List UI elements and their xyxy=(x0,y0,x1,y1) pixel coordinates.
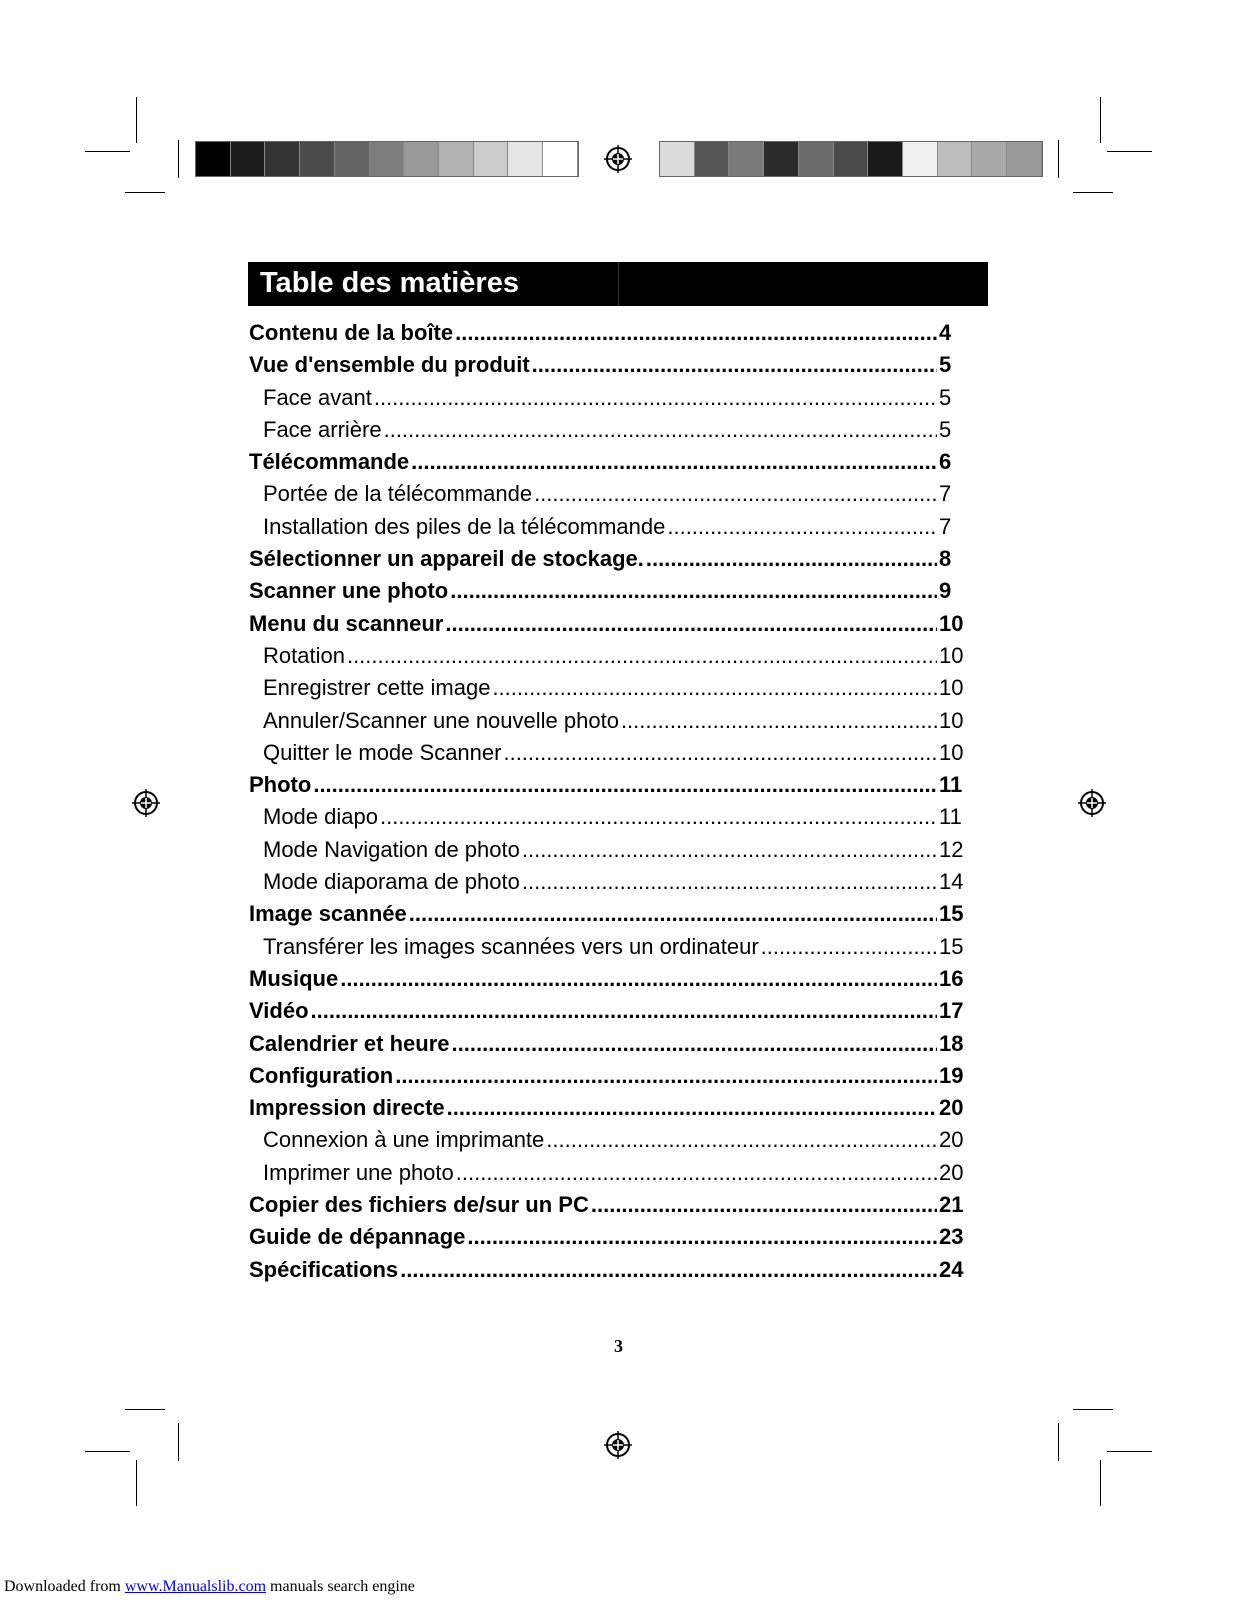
color-swatch xyxy=(265,142,300,176)
toc-entry-page: 5 xyxy=(939,384,952,410)
dot-leader xyxy=(761,931,937,963)
toc-entry[interactable] xyxy=(249,1092,967,1124)
toc-entry-page: 5 xyxy=(939,352,952,378)
toc-entry-label: Quitter le mode Scanner xyxy=(263,739,502,765)
dot-leader xyxy=(409,898,937,930)
toc-entry-label: Scanner une photo xyxy=(249,578,449,604)
color-swatch xyxy=(370,142,405,176)
toc-entry-page: 15 xyxy=(939,901,964,927)
color-swatch xyxy=(729,142,764,176)
dot-leader xyxy=(455,317,937,349)
toc-entry-label: Guide de dépannage xyxy=(249,1224,466,1250)
crop-mark xyxy=(1073,192,1113,193)
toc-entry-page: 11 xyxy=(939,772,963,798)
dot-leader xyxy=(534,478,937,510)
toc-entry[interactable] xyxy=(249,575,967,607)
toc-entry-page: 20 xyxy=(939,1095,964,1121)
toc-entry-page: 6 xyxy=(939,449,952,475)
dot-leader xyxy=(532,349,937,381)
color-swatch xyxy=(834,142,869,176)
color-swatch xyxy=(300,142,335,176)
color-swatch xyxy=(972,142,1007,176)
crop-mark xyxy=(1058,140,1059,178)
toc-entry-label: Vidéo xyxy=(249,998,309,1024)
color-swatch xyxy=(196,142,231,176)
dot-leader xyxy=(374,382,937,414)
toc-entry[interactable] xyxy=(249,1189,967,1221)
color-swatch xyxy=(474,142,509,176)
footer-suffix: manuals search engine xyxy=(266,1578,415,1595)
toc-entry-page: 10 xyxy=(939,642,964,668)
toc-entry-label: Image scannée xyxy=(249,901,407,927)
toc-entry-label: Sélectionner un appareil de stockage. xyxy=(249,546,644,572)
dot-leader xyxy=(311,995,937,1027)
dot-leader xyxy=(467,1221,937,1253)
crop-mark xyxy=(125,1409,165,1410)
page-title: Table des matières xyxy=(260,267,519,299)
toc-entry-page: 7 xyxy=(939,513,952,539)
toc-entry-label: Photo xyxy=(249,772,312,798)
crop-mark xyxy=(1058,1423,1059,1461)
toc-entry-label: Imprimer une photo xyxy=(263,1159,454,1185)
color-swatch xyxy=(868,142,903,176)
toc-header xyxy=(248,262,988,306)
toc-entry-page: 23 xyxy=(939,1224,964,1250)
toc-entry-label: Musique xyxy=(249,965,339,991)
toc-entry-page: 18 xyxy=(939,1030,964,1056)
toc-entry-page: 10 xyxy=(939,707,964,733)
toc-entry[interactable] xyxy=(249,705,967,737)
color-swatch xyxy=(543,142,578,176)
toc-entry[interactable] xyxy=(249,478,967,510)
crop-mark xyxy=(178,1423,179,1461)
header-divider xyxy=(618,262,619,306)
toc-entry[interactable] xyxy=(249,640,967,672)
toc-entry-page: 4 xyxy=(939,320,952,345)
dot-leader xyxy=(450,575,937,607)
toc-entry[interactable] xyxy=(249,446,967,478)
crop-mark xyxy=(1100,97,1101,143)
toc-entry-page: 16 xyxy=(939,965,964,991)
toc-entry-label: Configuration xyxy=(249,1062,394,1088)
crop-mark xyxy=(1100,1460,1101,1506)
toc-entry-page: 10 xyxy=(939,610,964,636)
toc-entry-label: Portée de la télécommande xyxy=(263,481,533,507)
toc-entry[interactable] xyxy=(249,931,967,963)
toc-entry[interactable] xyxy=(249,672,967,704)
toc-entry-label: Mode diapo xyxy=(263,804,378,830)
toc-entry[interactable] xyxy=(249,866,967,898)
toc-entry-page: 11 xyxy=(939,804,962,830)
crop-mark xyxy=(1073,1409,1113,1410)
toc-entry-page: 8 xyxy=(939,546,952,572)
page-number: 3 xyxy=(614,1336,623,1356)
crop-mark xyxy=(125,192,165,193)
toc-entry[interactable] xyxy=(249,834,967,866)
toc-entry-page: 10 xyxy=(939,675,964,701)
toc-entry-page: 21 xyxy=(939,1192,964,1218)
color-bar-left xyxy=(195,141,579,177)
footer xyxy=(4,1578,415,1596)
footer-prefix: Downloaded from xyxy=(4,1578,125,1595)
toc-entry-page: 20 xyxy=(939,1159,964,1185)
toc-entry[interactable] xyxy=(249,801,967,833)
color-swatch xyxy=(439,142,474,176)
dot-leader xyxy=(456,1157,937,1189)
toc-entry[interactable] xyxy=(249,1060,967,1092)
toc-entry-page: 24 xyxy=(939,1256,964,1282)
toc-entry[interactable] xyxy=(249,898,967,930)
color-swatch xyxy=(903,142,938,176)
crop-mark xyxy=(85,1451,130,1452)
dot-leader xyxy=(667,511,937,543)
toc-entry[interactable] xyxy=(249,1028,967,1060)
toc-entry[interactable] xyxy=(249,543,967,575)
crop-mark xyxy=(85,151,130,152)
toc-entry-label: Contenu de la boîte xyxy=(249,320,454,345)
toc-entry-label: Connexion à une imprimante xyxy=(263,1127,545,1153)
toc-entry-page: 14 xyxy=(939,869,964,895)
dot-leader xyxy=(591,1189,937,1221)
color-swatch xyxy=(231,142,266,176)
toc-entry-label: Rotation xyxy=(263,642,345,668)
toc-entry-label: Mode diaporama de photo xyxy=(263,869,520,895)
crop-mark xyxy=(178,140,179,178)
color-swatch xyxy=(938,142,973,176)
dot-leader xyxy=(400,1254,937,1286)
dot-leader xyxy=(340,963,937,995)
toc-entry-label: Transférer les images scannées vers un ordinateur xyxy=(263,933,759,959)
crop-mark xyxy=(136,97,137,143)
toc-entry-page: 20 xyxy=(939,1127,964,1153)
dot-leader xyxy=(503,737,937,769)
crop-mark xyxy=(1107,1451,1152,1452)
dot-leader xyxy=(492,672,937,704)
dot-leader xyxy=(395,1060,937,1092)
toc-entry[interactable] xyxy=(249,1157,967,1189)
toc-entry-page: 7 xyxy=(939,481,952,507)
toc-entry-label: Mode Navigation de photo xyxy=(263,836,520,862)
dot-leader xyxy=(522,834,937,866)
toc-entry-label: Impression directe xyxy=(249,1095,445,1121)
dot-leader xyxy=(452,1028,937,1060)
toc-entry-label: Face avant xyxy=(263,384,372,410)
dot-leader xyxy=(411,446,937,478)
toc-entry[interactable] xyxy=(249,414,967,446)
toc-entry-label: Annuler/Scanner une nouvelle photo xyxy=(263,707,619,733)
toc-entry-page: 10 xyxy=(939,739,964,765)
toc-entry-page: 19 xyxy=(939,1062,964,1088)
toc-list xyxy=(249,317,967,1286)
toc-entry[interactable] xyxy=(249,737,967,769)
color-swatch xyxy=(335,142,370,176)
registration-mark-icon xyxy=(603,144,633,174)
crop-mark xyxy=(136,1460,137,1506)
color-swatch xyxy=(508,142,543,176)
toc-entry-page: 5 xyxy=(939,416,952,442)
toc-entry[interactable] xyxy=(249,382,967,414)
toc-entry[interactable] xyxy=(249,1124,967,1156)
dot-leader xyxy=(313,769,937,801)
dot-leader xyxy=(347,640,937,672)
dot-leader xyxy=(447,1092,937,1124)
toc-entry[interactable] xyxy=(249,769,967,801)
toc-entry-label: Face arrière xyxy=(263,416,382,442)
toc-entry-label: Copier des fichiers de/sur un PC xyxy=(249,1192,589,1218)
dot-leader xyxy=(621,705,937,737)
color-swatch xyxy=(1007,142,1042,176)
toc-entry[interactable] xyxy=(249,1254,967,1286)
color-bar-right xyxy=(659,141,1043,177)
color-swatch xyxy=(695,142,730,176)
registration-mark-icon xyxy=(131,788,161,818)
toc-entry[interactable] xyxy=(249,1221,967,1253)
color-swatch xyxy=(404,142,439,176)
toc-entry-page: 12 xyxy=(939,836,964,862)
toc-entry-page: 9 xyxy=(939,578,952,604)
registration-mark-icon xyxy=(1077,788,1107,818)
color-swatch xyxy=(764,142,799,176)
toc-entry[interactable] xyxy=(249,349,967,381)
crop-mark xyxy=(1107,151,1152,152)
dot-leader xyxy=(380,801,937,833)
toc-entry-label: Menu du scanneur xyxy=(249,610,444,636)
toc-entry-label: Spécifications xyxy=(249,1256,399,1282)
toc-entry[interactable] xyxy=(249,511,967,543)
registration-mark-icon xyxy=(603,1430,633,1460)
toc-entry-label: Vue d'ensemble du produit xyxy=(249,352,530,378)
dot-leader xyxy=(546,1124,937,1156)
toc-entry-page: 17 xyxy=(939,998,964,1024)
dot-leader xyxy=(522,866,937,898)
toc-entry[interactable] xyxy=(249,995,967,1027)
toc-entry-page: 15 xyxy=(939,933,964,959)
color-swatch xyxy=(660,142,695,176)
dot-leader xyxy=(445,608,937,640)
manualslib-link[interactable]: www.Manualslib.com xyxy=(124,1578,267,1595)
dot-leader xyxy=(384,414,937,446)
dot-leader xyxy=(646,543,937,575)
toc-entry[interactable] xyxy=(249,317,967,349)
toc-entry-label: Enregistrer cette image xyxy=(263,675,491,701)
toc-entry-label: Calendrier et heure xyxy=(249,1030,450,1056)
toc-entry-label: Télécommande xyxy=(249,449,410,475)
toc-entry[interactable] xyxy=(249,608,967,640)
color-swatch xyxy=(799,142,834,176)
toc-entry-label: Installation des piles de la télécommande xyxy=(263,513,666,539)
toc-entry[interactable] xyxy=(249,963,967,995)
